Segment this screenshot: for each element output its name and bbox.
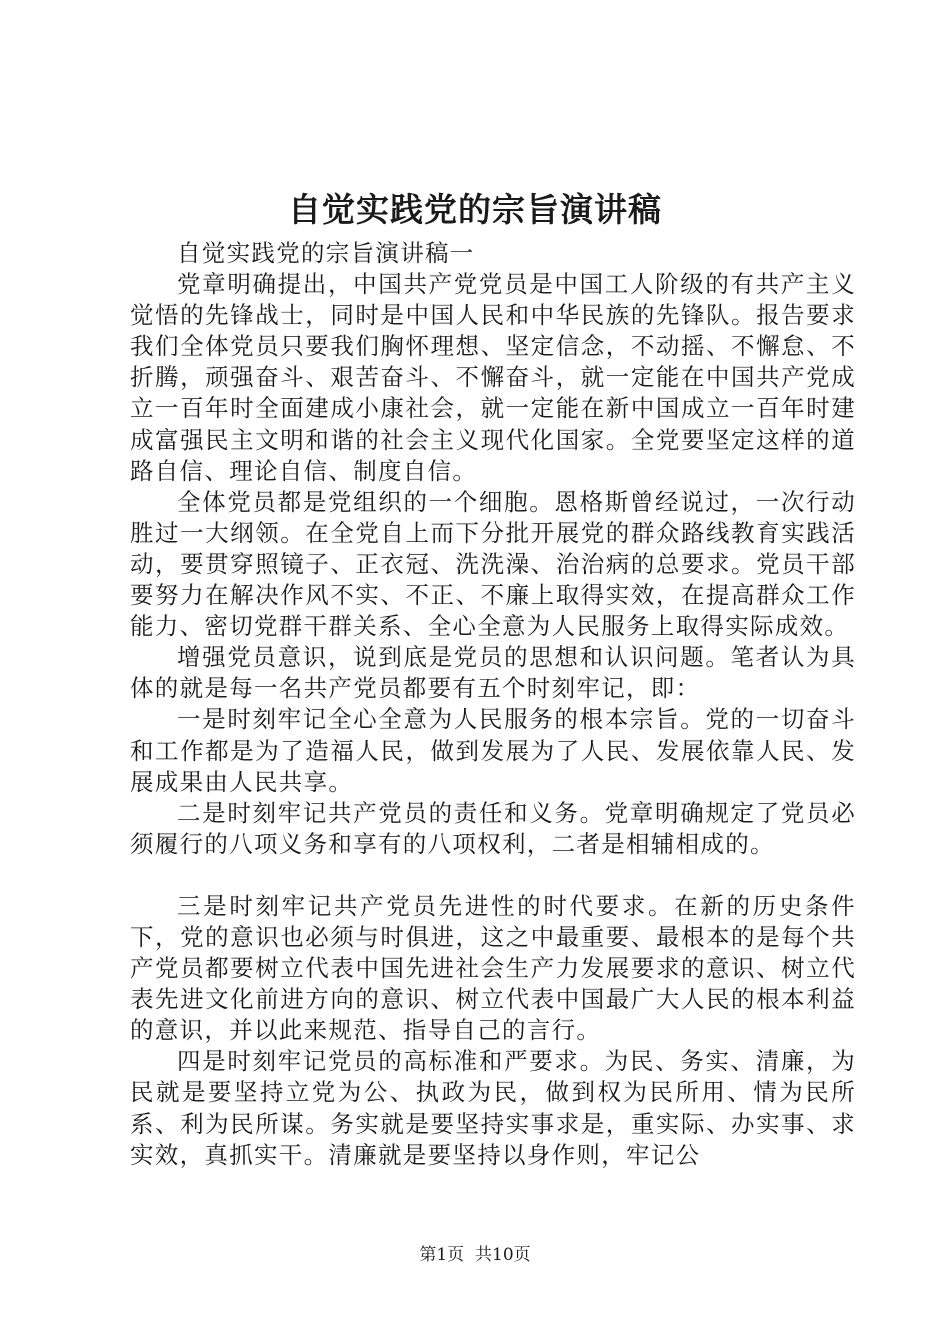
paragraph: 三是时刻牢记共产党员先进性的时代要求。在新的历史条件下，党的意识也必须与时俱进，这之中最重要、最根本的是每个共产党员都要树立代表中国先进社会生产力发展要求的意识、树立代表先进文化前进方向的意识、树立代表中国最广大人民的根本利益的意识，并以此来规范、指导自己的言行。 (130, 891, 856, 1045)
paragraph: 党章明确提出，中国共产党党员是中国工人阶级的有共产主义觉悟的先锋战士，同时是中国人民和中华民族的先锋队。报告要求我们全体党员只要我们胸怀理想、坚定信念，不动摇、不懈怠、不折腾，顽强奋斗、艰苦奋斗、不懈奋斗，就一定能在中国共产党成立一百年时全面建成小康社会，就一定能在新中国成立一百年时建成富强民主文明和谐的社会主义现代化国家。全党要坚定这样的道路自信、理论自信、制度自信。 (130, 270, 856, 485)
paragraph: 增强党员意识，说到底是党员的思想和认识问题。笔者认为具体的就是每一名共产党员都要有五个时刻牢记，即： (130, 643, 856, 703)
paragraph: 一是时刻牢记全心全意为人民服务的根本宗旨。党的一切奋斗和工作都是为了造福人民，做到发展为了人民、发展依靠人民、发展成果由人民共享。 (130, 705, 856, 796)
page-total: 共10页 (475, 1245, 531, 1265)
document-body (130, 238, 856, 1171)
paragraph: 自觉实践党的宗旨演讲稿一 (177, 239, 475, 267)
paragraph: 四是时刻牢记党员的高标准和严要求。为民、务实、清廉，为民就是要坚持立党为公、执政为民，做到权为民所用、情为民所系、利为民所谋。务实就是要坚持实事求是，重实际、办实事、求实效，真抓实干。清廉就是要坚持以身作则，牢记公 (130, 1047, 856, 1169)
page-footer (0, 1244, 950, 1266)
page-number: 第1页 (419, 1245, 465, 1265)
paragraph: 二是时刻牢记共产党员的责任和义务。党章明确规定了党员必须履行的八项义务和享有的八项权利，二者是相辅相成的。 (130, 798, 856, 858)
document-title: 自觉实践党的宗旨演讲稿 (288, 190, 662, 229)
paragraph: 全体党员都是党组织的一个细胞。恩格斯曾经说过，一次行动胜过一大纲领。在全党自上而下分批开展党的群众路线教育实践活动，要贯穿照镜子、正衣冠、洗洗澡、治治病的总要求。党员干部要努力在解决作风不实、不正、不廉上取得实效，在提高群众工作能力、密切党群干群关系、全心全意为人民服务上取得实际成效。 (130, 487, 856, 641)
